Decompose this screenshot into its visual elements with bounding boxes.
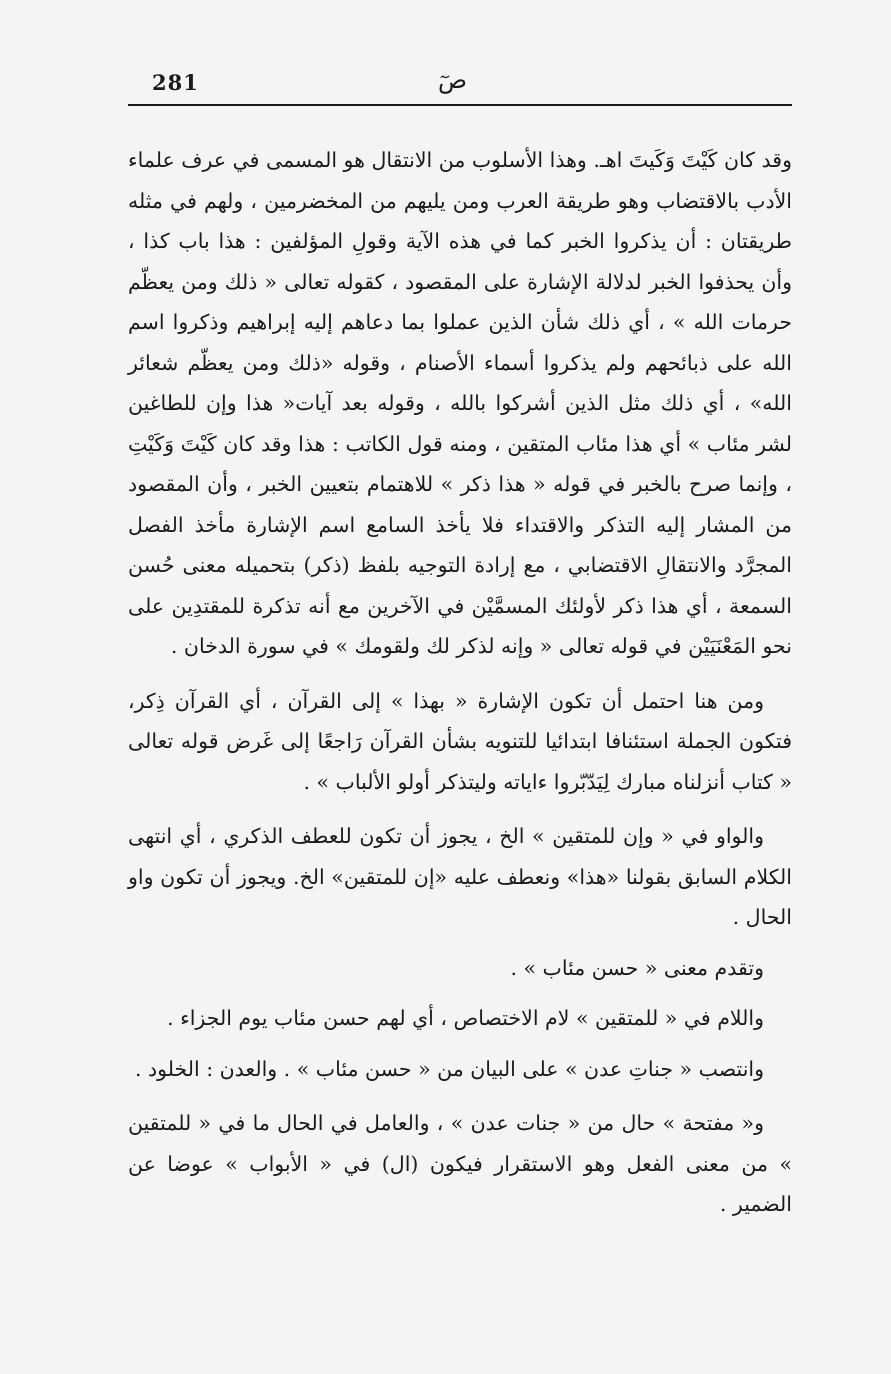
paragraph-3: والواو في « وإن للمتقين » الخ ، يجوز أن تكون للعطف الذكري ، أي انتهى الكلام السابق بقولنا «هذا» ونعطف عليه «إن للمتقين» الخ. ويجوز أن تكون واو الحال . [128, 824, 792, 929]
page-header [128, 62, 792, 106]
page-number: 281 [152, 70, 199, 95]
paragraph-4: وتقدم معنى « حسن مئاب » . [510, 955, 764, 980]
paragraph-1: وقد كان كَيْتَ وَكَيتَ اهـ. وهذا الأسلوب من الانتقال هو المسمى في عرف علماء الأدب بالاقتضاب وهو طريقة العرب ومن يليهم من المخضرمين ، ولهم في مثله طريقتان : أن يذكروا الخبر كما في هذه الآية وقولِ المؤلفين : هذا باب كذا ، وأن يحذفوا الخبر لدلالة الإشارة على المقصود ، كقوله تعالى « ذلك ومن يعظّم حرمات الله » ، أي ذلك شأن الذين عملوا بما دعاهم إليه إبراهيم وذكروا اسم الله على ذبائحهم ولم يذكروا أسماء الأصنام ، وقوله «ذلك ومن يعظّم شعائر الله» ، أي ذلك مثل الذين أشركوا بالله ، وقوله بعد آيات« هذا وإن للطاغين لشر مئاب » أي هذا مئاب المتقين ، ومنه قول الكاتب : هذا وقد كان كَيْتَ وَكَيْتِ ، وإنما صرح بالخبر في قوله « هذا ذكر » للاهتمام بتعيين الخبر ، وأن المقصود من المشار إليه التذكر والاقتداء فلا يأخذ السامع اسم الإشارة مأخذ الفصل المجرَّد والانتقالِ الاقتضابي ، مع إرادة التوجيه بلفظ (ذكر) بتحميله معنى حُسن السمعة ، أي هذا ذكر لأولئك المسمَّيْن في الآخرين مع أنه تذكرة للمقتدِين على نحو المَعْنَيَيْن في قوله تعالى « وإنه لذكر لك ولقومك » في سورة الدخان . [128, 148, 792, 658]
body-text [128, 140, 792, 1225]
paragraph-6: وانتصب « جناتِ عدن » على البيان من « حسن مئاب » . والعدن : الخلود . [134, 1056, 764, 1081]
paragraph-5: واللام في « للمتقين » لام الاختصاص ، أي لهم حسن مئاب يوم الجزاء . [167, 1006, 764, 1030]
paragraph-7: و« مفتحة » حال من « جنات عدن » ، والعامل في الحال ما في « للمتقين » من معنى الفعل وهو الاستقرار فيكون (ال) في « الأبواب » عوضا عن الضمير . [128, 1111, 792, 1216]
paragraph-2: ومن هنا احتمل أن تكون الإشارة « بهذا » إلى القرآن ، أي القرآن ذِكر، فتكون الجملة استئنافا ابتدائيا للتنويه بشأن القرآن رَاجعًا إلى غَرض قوله تعالى « كتاب أنزلناه مبارك لِيَدّبّروا ءاياته وليتذكر أولو الألباب » . [128, 688, 792, 794]
header-rule [128, 104, 792, 106]
running-head: صٓ [438, 66, 468, 94]
